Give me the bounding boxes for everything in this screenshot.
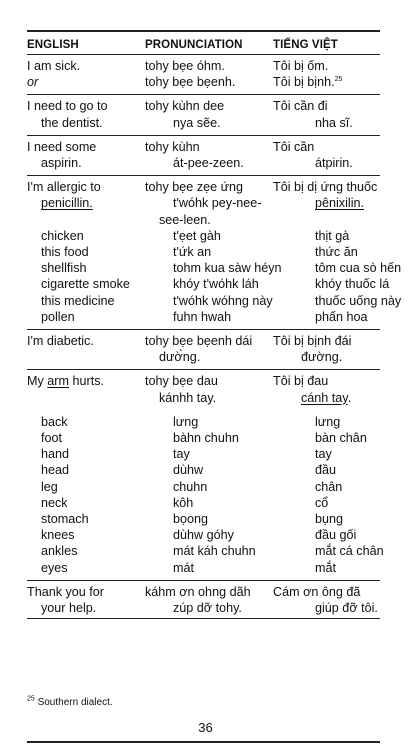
vietnamese-text: lưng — [315, 414, 341, 429]
pronunciation-text: kôh — [173, 495, 194, 510]
pronunciation-text: lưng — [173, 414, 199, 429]
table-row — [27, 511, 380, 527]
english-text: cigarette smoke — [41, 277, 130, 292]
table-row — [27, 179, 380, 195]
section-allergic — [27, 176, 402, 329]
pronunciation-text: fuhn hwah — [173, 309, 232, 324]
table-row — [27, 260, 402, 276]
pronunciation-text: dùhw — [173, 463, 204, 478]
vietnamese-text: pênixilin. — [315, 196, 365, 211]
section-hurts — [27, 370, 384, 579]
english-text: neck — [41, 495, 68, 510]
page-bottom-rule — [27, 741, 380, 743]
english-text: pollen — [41, 309, 75, 324]
english-text: this medicine — [41, 293, 115, 308]
vietnamese-text: giúp đỡ tôi. — [315, 601, 378, 616]
english-text: the dentist. — [41, 115, 103, 130]
english-text: I'm diabetic. — [27, 334, 94, 349]
vietnamese-cell: cánh tay. — [301, 390, 352, 405]
english-text: I'm allergic to — [27, 180, 101, 195]
pronunciation-text: tohy kùhn dee — [145, 99, 225, 114]
vietnamese-text: đầu — [315, 463, 337, 478]
pronunciation-text: tohy bẹe bẹenh dái — [145, 334, 253, 349]
vietnamese-text: cổ — [315, 495, 329, 510]
vietnamese-text: chân — [315, 479, 343, 494]
header-pronunciation: PRONUNCIATION — [145, 39, 243, 51]
pronunciation-text: t'wóhk wóhng này — [173, 293, 273, 308]
pronunciation-text: tay — [173, 447, 190, 462]
english-text: stomach — [41, 512, 89, 527]
pronunciation-text: see-leen. — [159, 212, 211, 227]
english-text: or — [27, 75, 39, 90]
vietnamese-text: khóy thuốc lá — [315, 277, 390, 292]
table-row — [27, 212, 380, 228]
pronunciation-text: át-pee-zeen. — [173, 156, 244, 171]
table-row — [27, 244, 380, 260]
table-row — [27, 155, 380, 171]
english-text-underlined: arm — [47, 374, 69, 389]
english-text: I am sick. — [27, 59, 81, 73]
table-row — [27, 600, 380, 616]
vietnamese-text: tôm cua sò hến — [315, 261, 402, 276]
section-thanks — [27, 581, 380, 620]
table-row — [27, 228, 380, 244]
table-row — [27, 195, 380, 211]
allergen-list — [27, 228, 402, 325]
pronunciation-text: mát — [173, 560, 194, 575]
vietnamese-text: Tôi bị đau — [273, 374, 329, 389]
english-text: My — [27, 374, 48, 389]
pronunciation-text: khóy t'wóhk láh — [173, 277, 259, 292]
pronunciation-text: zúp dỡ tohy. — [173, 601, 242, 616]
english-text: I need to go to — [27, 99, 108, 114]
vietnamese-text: bàn chân — [315, 431, 367, 446]
english-text: head — [41, 463, 70, 478]
vietnamese-text: cánh tay — [301, 390, 348, 405]
english-text: knees — [41, 528, 75, 543]
footnote — [27, 697, 113, 708]
table-row — [27, 560, 380, 576]
pronunciation-text: dườ̀ng. — [159, 350, 201, 365]
vietnamese-text: đường. — [301, 350, 343, 365]
table-row — [27, 373, 380, 389]
table-row — [27, 543, 384, 559]
english-text: hurts. — [69, 374, 104, 389]
table-row — [27, 462, 380, 478]
vietnamese-text: Tôi bị ốm. — [273, 59, 329, 73]
english-text: foot — [41, 431, 63, 446]
table-row — [27, 527, 380, 543]
footnote-number: 25 — [27, 695, 35, 703]
vietnamese-text: Tôi bị dị ứng thuốc — [273, 180, 378, 195]
english-text: this food — [41, 245, 89, 260]
header-vietnamese: TIẾNG VIỆT — [273, 39, 338, 51]
pronunciation-text: t'wóhk pey-nee- — [173, 196, 262, 211]
english-text: ankles — [41, 544, 78, 559]
table-row — [27, 333, 380, 349]
table-row — [27, 98, 380, 114]
vietnamese-cell — [273, 74, 380, 90]
english-text: penicillin. — [41, 196, 93, 211]
table-header — [27, 32, 380, 54]
table-row — [27, 479, 380, 495]
vietnamese-text: bụng — [315, 512, 344, 527]
vietnamese-text: Cám ơn ông đã — [273, 584, 361, 599]
pronunciation-text: mát káh chuhn — [173, 544, 256, 559]
vietnamese-text: phấn hoa — [315, 309, 368, 324]
table-row — [27, 495, 380, 511]
pronunciation-text: tohy kùhn — [145, 139, 200, 154]
section-sick — [27, 55, 380, 94]
table-row — [27, 74, 380, 90]
pronunciation-text: tohy bẹe zẹe ứng — [145, 180, 244, 195]
english-text: Thank you for — [27, 584, 105, 599]
pronunciation-text: tohm kua sàw héyn — [173, 261, 282, 276]
vietnamese-text: thuốc uống này — [315, 293, 402, 308]
vietnamese-text: đầu gối — [315, 528, 357, 543]
english-text: hand — [41, 447, 70, 462]
section-diabetic — [27, 330, 380, 369]
vietnamese-text: mắt cá chân — [315, 544, 384, 559]
vietnamese-text: Tôi bị bịnh. — [273, 75, 335, 90]
vietnamese-text: Tôi bị bịnh đái — [273, 334, 352, 349]
table-row — [27, 276, 390, 292]
vietnamese-text: mắt — [315, 560, 336, 575]
pronunciation-text: dùhw góhy — [173, 528, 234, 543]
table-row — [27, 139, 380, 155]
english-text: I need some — [27, 139, 97, 154]
pronunciation-text: káhm ơn ohng dãh — [145, 584, 251, 599]
table-row — [27, 584, 380, 600]
english-text: aspirin. — [41, 156, 82, 171]
pronunciation-text: tohy bẹe dau — [145, 374, 218, 389]
table-row — [27, 430, 380, 446]
section-aspirin — [27, 136, 380, 175]
pronunciation-text: nya sẽe. — [173, 115, 221, 130]
pronunciation-text: kánhh tay. — [159, 390, 217, 405]
vietnamese-text: thịt gà — [315, 228, 350, 243]
body-part-list — [27, 414, 384, 576]
header-english: ENGLISH — [27, 39, 79, 51]
table-row — [27, 390, 380, 406]
english-text: eyes — [41, 560, 68, 575]
english-text: chicken — [41, 228, 84, 243]
page-number: 36 — [198, 720, 213, 735]
pronunciation-text: tohy bẹe óhm. — [145, 59, 225, 73]
vietnamese-text: tay — [315, 447, 332, 462]
footnote-text: Southern dialect. — [34, 697, 113, 708]
vietnamese-text: nha sĩ. — [315, 115, 353, 130]
table-bottom-rule — [27, 618, 380, 619]
pronunciation-text: bọong — [173, 512, 209, 527]
vietnamese-cell — [301, 195, 380, 211]
footnote-marker: 25 — [334, 76, 343, 84]
english-cell — [27, 195, 159, 211]
phrase-table — [27, 30, 402, 620]
pronunciation-text: bàhn chuhn — [173, 431, 239, 446]
section-dentist — [27, 95, 380, 134]
pronunciation-text: tohy bẹe bẹenh. — [145, 75, 236, 90]
english-text: your help. — [41, 601, 97, 616]
pronunciation-text: chuhn — [173, 479, 208, 494]
pronunciation-text: t'ứk an — [173, 245, 212, 260]
english-cell — [27, 373, 145, 389]
vietnamese-text: Tôi cần đi — [273, 99, 328, 114]
table-row — [27, 349, 380, 365]
english-text: back — [41, 414, 68, 429]
table-row — [27, 414, 380, 430]
english-text: leg — [41, 479, 58, 494]
table-row — [27, 293, 402, 309]
table-row — [27, 115, 380, 131]
vietnamese-text: Tôi cần — [273, 139, 315, 154]
table-row — [27, 309, 380, 325]
vietnamese-text: átpirin. — [315, 156, 353, 171]
table-row — [27, 446, 380, 462]
pronunciation-text: t'ẹet gàh — [173, 228, 221, 243]
table-row — [27, 58, 380, 74]
vietnamese-text: thức ăn — [315, 245, 358, 260]
english-text: shellfish — [41, 261, 87, 276]
